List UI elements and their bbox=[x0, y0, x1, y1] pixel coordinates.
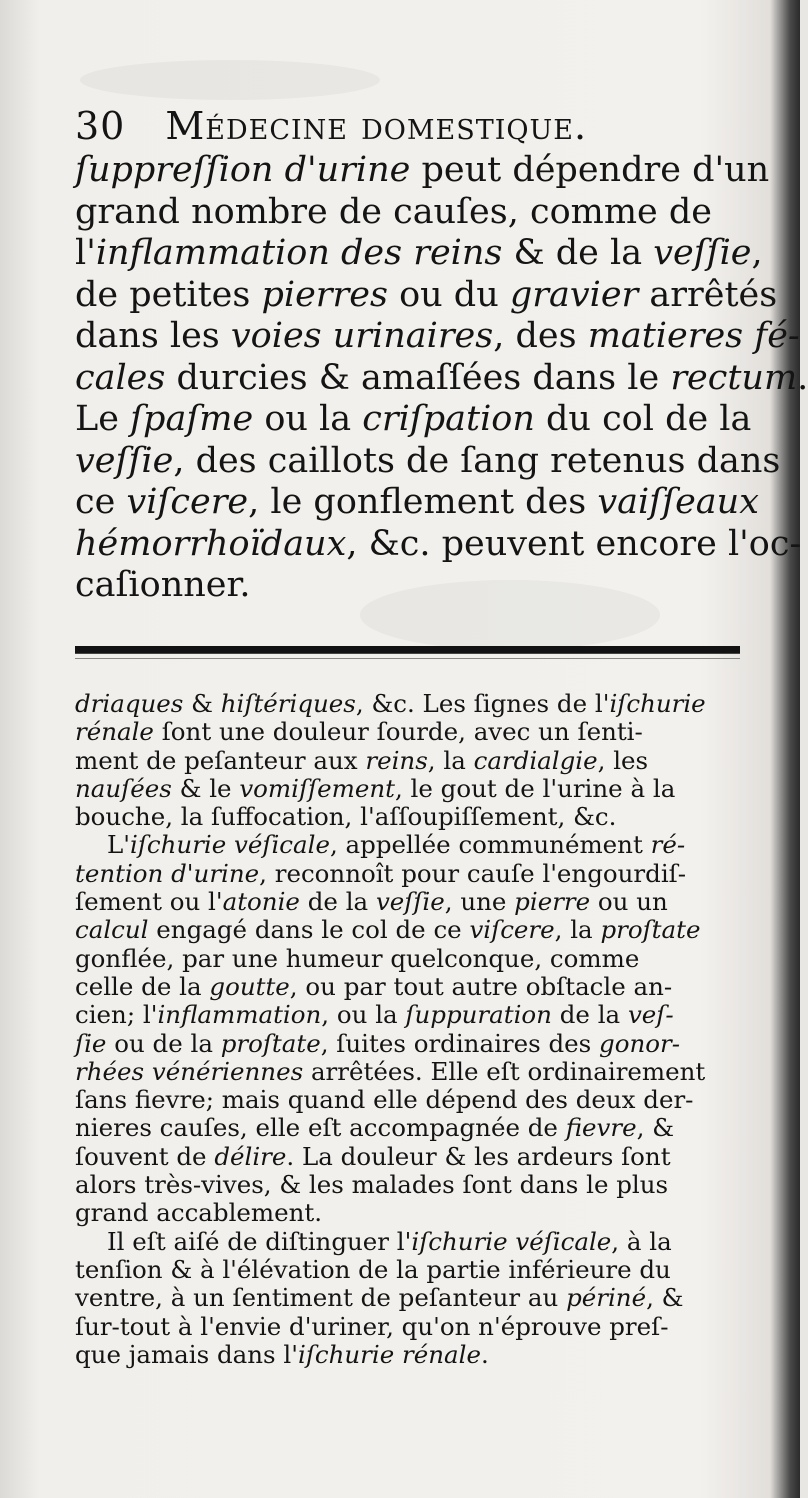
italic-term: iſchurie bbox=[609, 689, 706, 718]
italic-term: délire bbox=[214, 1141, 287, 1171]
italic-term: inflammation bbox=[157, 1000, 322, 1030]
text-run: . La douleur & les ardeurs ſont bbox=[286, 1141, 671, 1171]
italic-term: atonie bbox=[222, 887, 300, 917]
text-run: Il eſt aiſé de diſtinguer l' bbox=[107, 1226, 412, 1256]
running-head bbox=[75, 104, 725, 148]
text-run: , des bbox=[493, 316, 588, 356]
text-run: ou de la bbox=[106, 1028, 221, 1058]
text-run: de petites bbox=[75, 274, 262, 315]
text-run: Le bbox=[75, 399, 131, 439]
italic-term: goutte bbox=[209, 971, 290, 1001]
text-run: arrêtés bbox=[638, 274, 778, 315]
text-run: & le bbox=[171, 773, 240, 803]
text-run: arrêtées. Elle eſt ordinairement bbox=[303, 1056, 706, 1086]
text-line bbox=[75, 1228, 735, 1256]
text-line bbox=[75, 860, 735, 888]
text-run: , ou la bbox=[321, 1000, 406, 1030]
text-run: peut dépendre d'un bbox=[410, 150, 770, 190]
text-run: de la bbox=[551, 1000, 628, 1030]
italic-term: veſſie bbox=[653, 233, 752, 273]
text-line bbox=[75, 1030, 735, 1058]
text-run: , ſuites ordinaires des bbox=[320, 1028, 600, 1058]
italic-term: périné bbox=[566, 1283, 647, 1313]
italic-term: cales bbox=[75, 357, 166, 398]
italic-term: pierres bbox=[261, 274, 388, 315]
text-run: , des caillots de ſang retenus dans bbox=[173, 440, 781, 481]
text-run: durcies & amaſſées dans le bbox=[165, 357, 671, 398]
section-rule-thin bbox=[75, 658, 740, 659]
text-line bbox=[75, 831, 735, 859]
italic-term: veſſie bbox=[75, 440, 174, 481]
text-run: , le gonflement des bbox=[248, 482, 598, 522]
italic-term: ré- bbox=[650, 830, 686, 860]
italic-term: gravier bbox=[509, 274, 639, 315]
text-line bbox=[75, 747, 735, 775]
text-run: ſement ou l' bbox=[75, 887, 223, 917]
text-run: L' bbox=[107, 830, 131, 860]
text-line bbox=[75, 1284, 735, 1312]
page-number: 30 bbox=[75, 104, 126, 148]
text-run: nieres cauſes, elle eſt accompagnée de bbox=[75, 1113, 566, 1143]
text-line bbox=[75, 690, 735, 718]
text-run: , la bbox=[427, 745, 474, 775]
running-title: Médecine domestique. bbox=[165, 104, 588, 148]
text-line bbox=[75, 150, 770, 192]
text-line bbox=[75, 523, 802, 566]
text-line bbox=[75, 1256, 735, 1284]
section-rule bbox=[75, 646, 740, 654]
text-run: ſur-tout à l'envie d'uriner, qu'on n'éprouve preſ- bbox=[75, 1311, 669, 1341]
text-run: , & bbox=[646, 1283, 684, 1313]
text-line bbox=[75, 565, 735, 607]
italic-term: ſie bbox=[75, 1028, 107, 1058]
text-run: tenſion & à l'élévation de la partie inférieure du bbox=[75, 1254, 671, 1284]
italic-term: proſtate bbox=[220, 1028, 321, 1058]
italic-term: ſpaſme bbox=[130, 399, 254, 439]
text-run: dans les bbox=[75, 316, 231, 356]
text-run: engagé dans le col de ce bbox=[148, 915, 470, 945]
text-line bbox=[75, 1086, 735, 1114]
text-line bbox=[75, 1001, 735, 1029]
text-run: du col de la bbox=[534, 399, 752, 439]
text-run: de la bbox=[299, 887, 376, 917]
text-line bbox=[75, 1313, 735, 1341]
text-run: , la bbox=[554, 915, 601, 945]
text-line bbox=[75, 192, 735, 234]
text-run: & bbox=[183, 689, 221, 718]
text-run: alors très-vives, & les malades ſont dans le plus bbox=[75, 1170, 669, 1200]
text-run: , ou par tout autre obſtacle an- bbox=[289, 971, 673, 1001]
italic-term: hiſtériques bbox=[220, 689, 356, 718]
text-run: grand accablement. bbox=[75, 1198, 323, 1228]
text-line bbox=[75, 803, 735, 831]
text-run: caſionner. bbox=[75, 565, 251, 605]
text-run: cien; l' bbox=[75, 1000, 158, 1030]
text-run: gonflée, par une humeur quelconque, comme bbox=[75, 943, 640, 973]
italic-term: reins bbox=[365, 745, 428, 775]
text-line bbox=[75, 316, 800, 358]
text-run: grand nombre de cauſes, comme de bbox=[75, 191, 712, 232]
text-line bbox=[75, 945, 735, 973]
text-line bbox=[75, 973, 735, 1001]
text-run: , le gout de l'urine à la bbox=[394, 773, 676, 803]
italic-term: cardialgie bbox=[473, 745, 598, 775]
italic-term: fievre bbox=[565, 1113, 637, 1143]
text-run: ventre, à un ſentiment de peſanteur au bbox=[75, 1283, 567, 1313]
text-line bbox=[75, 357, 808, 400]
italic-term: proſtate bbox=[600, 915, 701, 945]
text-run: & de la bbox=[502, 233, 654, 273]
text-run: ment de peſanteur aux bbox=[75, 745, 366, 775]
text-line bbox=[75, 399, 752, 441]
italic-term: vaiſſeaux bbox=[597, 482, 759, 522]
text-line bbox=[75, 482, 759, 524]
text-run: , à la bbox=[611, 1226, 672, 1256]
text-line bbox=[75, 1143, 735, 1171]
text-line bbox=[75, 916, 735, 944]
text-run: celle de la bbox=[75, 971, 210, 1001]
text-run: , appellée communément bbox=[329, 830, 651, 860]
italic-term: veſ- bbox=[627, 1000, 674, 1030]
italic-term: pierre bbox=[514, 887, 591, 917]
italic-term: iſchurie rénale bbox=[298, 1339, 481, 1369]
italic-term: matieres fé- bbox=[587, 316, 800, 356]
italic-term: viſcere bbox=[469, 915, 555, 945]
italic-term: calcul bbox=[75, 915, 149, 945]
text-run: l' bbox=[75, 233, 96, 273]
text-run: , une bbox=[444, 887, 515, 917]
text-run: ſans fievre; mais quand elle dépend des deux der- bbox=[75, 1085, 694, 1115]
italic-term: voies urinaires bbox=[230, 316, 494, 356]
bleed-through-shadow bbox=[80, 60, 380, 100]
italic-term: vomiſſement bbox=[239, 773, 395, 803]
italic-term: rénale bbox=[75, 717, 154, 747]
text-run: ſouvent de bbox=[75, 1141, 215, 1171]
italic-term: ſuppuration bbox=[405, 1000, 552, 1030]
text-line bbox=[75, 1171, 735, 1199]
text-run: , &c. peuvent encore l'oc- bbox=[346, 523, 802, 564]
text-run: , bbox=[751, 233, 763, 273]
italic-term: inflammation des reins bbox=[95, 233, 503, 273]
text-line bbox=[75, 440, 781, 483]
italic-term: rectum bbox=[670, 357, 798, 398]
italic-term: viſcere bbox=[126, 482, 249, 522]
text-line bbox=[75, 1199, 735, 1227]
text-line bbox=[75, 1114, 735, 1142]
text-line bbox=[75, 1058, 735, 1086]
text-run: . bbox=[797, 357, 808, 398]
text-run: . bbox=[480, 1339, 489, 1369]
italic-term: iſchurie véſicale bbox=[130, 830, 330, 860]
italic-term: tention d'urine bbox=[75, 858, 260, 888]
lower-paragraphs bbox=[75, 690, 735, 1369]
text-run: , &c. Les ſignes de l' bbox=[355, 689, 610, 718]
text-run: ou du bbox=[387, 274, 510, 315]
text-line bbox=[75, 718, 735, 746]
text-run: ou la bbox=[253, 399, 363, 439]
italic-term: ſuppreſſion d'urine bbox=[75, 150, 411, 190]
italic-term: hémorrhoïdaux bbox=[75, 523, 347, 564]
text-line bbox=[75, 233, 763, 275]
italic-term: gonor- bbox=[599, 1028, 680, 1058]
italic-term: driaques bbox=[75, 689, 184, 718]
italic-term: criſpation bbox=[362, 399, 535, 439]
italic-term: iſchurie véſicale bbox=[411, 1226, 612, 1256]
text-run: ou un bbox=[590, 887, 668, 917]
text-run: ce bbox=[75, 482, 127, 522]
text-line bbox=[75, 888, 735, 916]
italic-term: nauſées bbox=[75, 773, 172, 803]
italic-term: veſſie bbox=[375, 887, 445, 917]
text-run: bouche, la ſuffocation, l'aſſoupiſſement, &c. bbox=[75, 802, 617, 832]
text-line bbox=[75, 274, 778, 317]
italic-term: rhées vénériennes bbox=[75, 1056, 304, 1086]
text-run: , & bbox=[636, 1113, 675, 1143]
text-line bbox=[75, 1341, 735, 1369]
text-run: , les bbox=[597, 745, 649, 775]
text-run: que jamais dans l' bbox=[75, 1339, 298, 1369]
upper-paragraph bbox=[75, 150, 808, 607]
text-run: ſont une douleur ſourde, avec un ſenti- bbox=[153, 717, 643, 747]
text-line bbox=[75, 775, 735, 803]
text-run: , reconnoît pour cauſe l'engourdiſ- bbox=[259, 858, 687, 888]
